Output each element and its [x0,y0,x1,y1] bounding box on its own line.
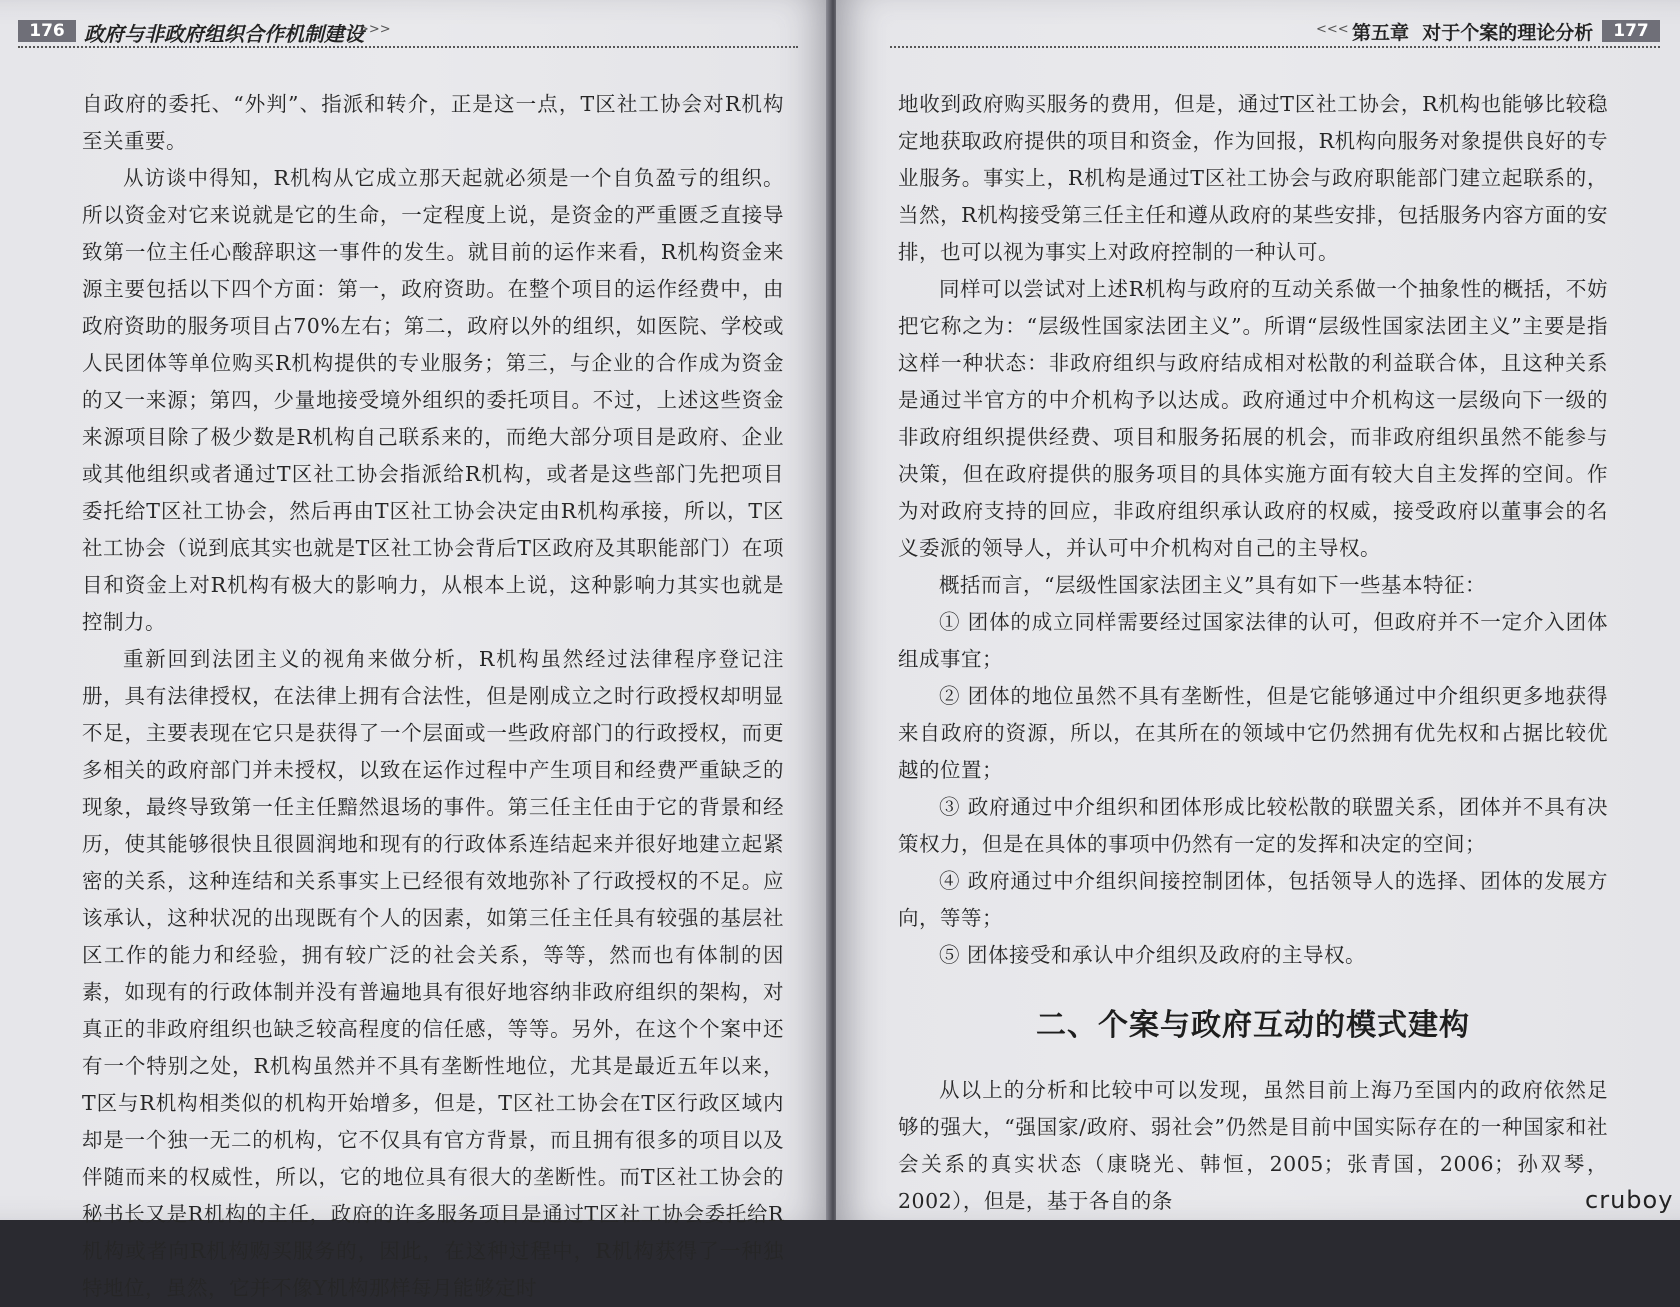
right-body-text [898,86,1608,1220]
feature-item-5: ⑤ 团体接受和承认中介组织及政府的主导权。 [939,943,1367,967]
feature-item-3: ③ 政府通过中介组织和团体形成比较松散的联盟关系，团体并不具有决策权力，但是在具体的事项中仍然有一定的发挥和决定的空间； [898,795,1608,856]
chapter-label: 第五章 [1352,22,1410,44]
left-running-title: 政府与非政府组织合作机制建设 [84,22,364,46]
right-paragraph-2: 同样可以尝试对上述R机构与政府的互动关系做一个抽象性的概括，不妨把它称之为：“层级性国家法团主义”。所谓“层级性国家法团主义”主要是指这样一种状态：非政府组织与政府结成相对松散的利益联合体，且这种关系是通过半官方的中介机构予以达成。政府通过中介机构这一层级向下一级的非政府组织提供经费、项目和服务拓展的机会，而非政府组织虽然不能参与决策，但在政府提供的服务项目的具体实施方面有较大自主发挥的空间。作为对政府支持的回应，非政府组织承认政府的权威，接受政府以董事会的名义委派的领导人，并认可中介机构对自己的主导权。 [898,277,1608,560]
section-heading: 二、个案与政府互动的模式建构 [1036,1008,1470,1043]
right-header-rule [890,46,1660,48]
left-body-text [82,86,784,1307]
left-page-header [18,16,798,46]
left-header-rule [18,46,798,48]
right-page-header [890,16,1660,46]
right-running-title [1352,18,1593,45]
feature-item-2: ② 团体的地位虽然不具有垄断性，但是它能够通过中介组织更多地获得来自政府的资源，所以，在其所在的领域中它仍然拥有优先权和占据比较优越的位置； [898,684,1608,782]
right-page-number: 177 [1602,20,1660,42]
right-paragraph-1: 地收到政府购买服务的费用，但是，通过T区社工协会，R机构也能够比较稳定地获取政府提供的项目和资金，作为回报，R机构向服务对象提供良好的专业服务。事实上，R机构是通过T区社工协会与政府职能部门建立起联系的，当然，R机构接受第三任主任和遵从政府的某些安排，包括服务内容方面的安排，也可以视为事实上对政府控制的一种认可。 [898,92,1608,264]
feature-item-4: ④ 政府通过中介组织间接控制团体，包括领导人的选择、团体的发展方向，等等； [898,869,1608,930]
left-paragraph-2: 从访谈中得知，R机构从它成立那天起就必须是一个自负盈亏的组织。所以资金对它来说就是它的生命，一定程度上说，是资金的严重匮乏直接导致第一位主任心酸辞职这一事件的发生。就目前的运作来看，R机构资金来源主要包括以下四个方面：第一，政府资助。在整个项目的运作经费中，由政府资助的服务项目占70%左右；第二，政府以外的组织，如医院、学校或人民团体等单位购买R机构提供的专业服务；第三，与企业的合作成为资金的又一来源；第四，少量地接受境外组织的委托项目。不过，上述这些资金来源项目除了极少数是R机构自己联系来的，而绝大部分项目是政府、企业或其他组织或者通过T区社工协会指派给R机构，或者是这些部门先把项目委托给T区社工协会，然后再由T区社工协会决定由R机构承接，所以，T区社工协会（说到底其实也就是T区社工协会背后T区政府及其职能部门）在项目和资金上对R机构有极大的影响力，从根本上说，这种影响力其实也就是控制力。 [82,166,784,634]
feature-item-1: ① 团体的成立同样需要经过国家法律的认可，但政府并不一定介入团体组成事宜； [898,610,1608,671]
right-paragraph-3: 概括而言，“层级性国家法团主义”具有如下一些基本特征： [939,573,1486,597]
right-header-arrows: <<< [1316,22,1349,37]
left-paragraph-1: 自政府的委托、“外判”、指派和转介，正是这一点，T区社工协会对R机构至关重要。 [82,92,784,153]
left-header-arrows: >>> [358,22,391,37]
right-paragraph-last: 从以上的分析和比较中可以发现，虽然目前上海乃至国内的政府依然足够的强大，“强国家/政府、弱社会”仍然是目前中国实际存在的一种国家和社会关系的真实状态（康晓光、韩恒，2005；张青国，2006；孙双琴，2002），但是，基于各自的条 [898,1078,1608,1213]
watermark: cruboy [1585,1186,1674,1214]
left-paragraph-3: 重新回到法团主义的视角来做分析，R机构虽然经过法律程序登记注册，具有法律授权，在法律上拥有合法性，但是刚成立之时行政授权却明显不足，主要表现在它只是获得了一个层面或一些政府部门的行政授权，而更多相关的政府部门并未授权，以致在运作过程中产生项目和经费严重缺乏的现象，最终导致第一任主任黯然退场的事件。第三任主任由于它的背景和经历，使其能够很快且很圆润地和现有的行政体系连结起来并很好地建立起紧密的关系，这种连结和关系事实上已经很有效地弥补了行政授权的不足。应该承认，这种状况的出现既有个人的因素，如第三任主任具有较强的基层社区工作的能力和经验，拥有较广泛的社会关系，等等，然而也有体制的因素，如现有的行政体制并没有普遍地具有很好地容纳非政府组织的架构，对真正的非政府组织也缺乏较高程度的信任感，等等。另外，在这个个案中还有一个特别之处，R机构虽然并不具有垄断性地位，尤其是最近五年以来，T区与R机构相类似的机构开始增多，但是，T区社工协会在T区行政区域内却是一个独一无二的机构，它不仅具有官方背景，而且拥有很多的项目以及伴随而来的权威性，所以，它的地位具有很大的垄断性。而T区社工协会的秘书长又是R机构的主任，政府的许多服务项目是通过T区社工协会委托给R机构或者向R机构购买服务的，因此，在这种过程中，R机构获得了一种独特地位，虽然，它并不像Y机构那样每月能够定时 [82,647,784,1300]
chapter-title: 对于个案的理论分析 [1422,22,1594,44]
left-page-number: 176 [18,20,76,42]
left-page [0,0,830,1300]
